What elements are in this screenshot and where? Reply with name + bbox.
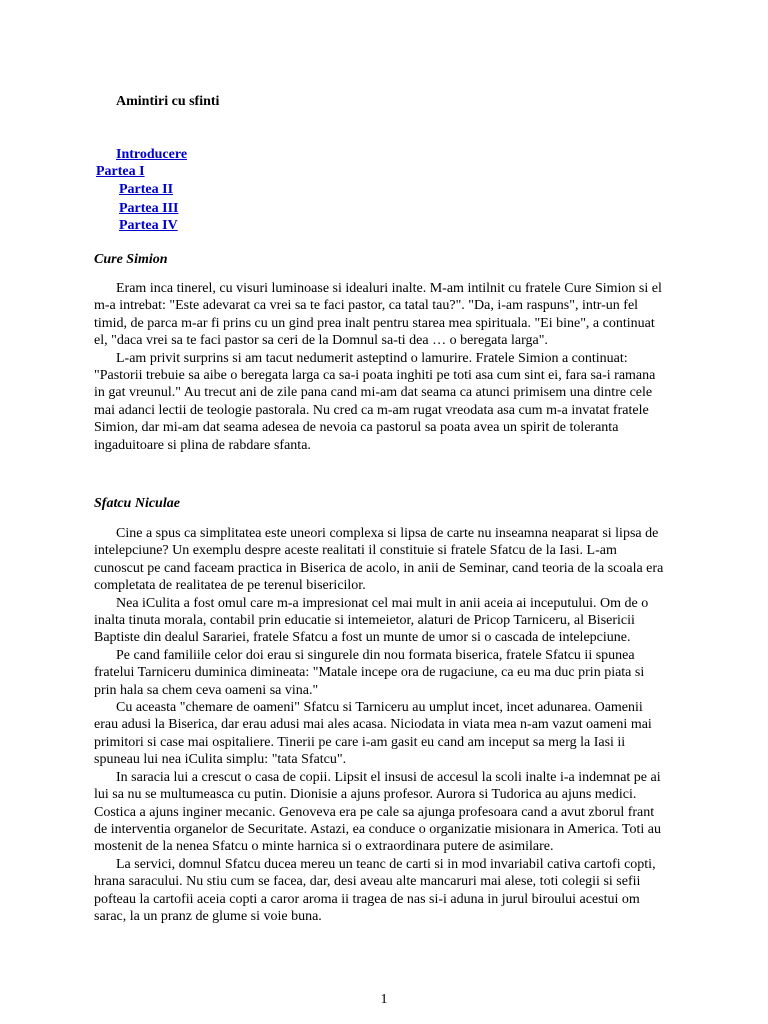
- paragraph: La servici, domnul Sfatcu ducea mereu un teanc de carti si in mod invariabil cativa cartofi copti, hrana saracului. Nu stiu cum se facea, dar, desi aveau alte mancaruri mai alese, toti colegii si sefii pofteau la cartofii aceia copti a caror aroma ii tragea de nas si-i aduna in jurul biroului acestui om sarac, la un pranz de glume si voie buna.: [94, 856, 656, 924]
- paragraph: Pe cand familiile celor doi erau si singurele din nou formata biserica, fratele Sfatcu ii spunea fratelui Tarniceru duminica dimineata: "Matale incepe ora de rugaciune, ca eu ma duc prin piata si prin hala sa chem ceva oameni sa vina.": [94, 647, 645, 698]
- paragraph: Cu aceasta "chemare de oameni" Sfatcu si Tarniceru au umplut incet, incet adunarea. Oamenii erau adusi la Biserica, dar erau adusi mai ales acasa. Niciodata in viata mea n-am vazut oameni mai primitori si case mai ospitaliere. Tinerii pe care i-am gasit eu cand am inceput sa merg la Iasi ii spuneau lui nea iCulita simplu: "tata Sfatcu".: [94, 700, 652, 768]
- section-body-cure-simion: [94, 280, 669, 454]
- toc-link-partea-iv[interactable]: Partea IV: [119, 218, 178, 233]
- paragraph: In saracia lui a crescut o casa de copii. Lipsit el insusi de accesul la scoli inalte i-a indemnat pe ai lui sa nu se multumeasca cu putin. Dionisie a ajuns profesor. Aurora si Tudorica au ajuns medici. Costica a ajuns inginer mecanic. Genoveva era pe cale sa ajunga profesoara cand a avut zborul frant de interventia organelor de Securitate. Astazi, ea conduce o organizatie misionara in America. Toti au mostenit de la nenea Sfatcu o minte harnica si o extraordinara putere de asimilare.: [94, 769, 661, 855]
- document-title: Amintiri cu sfinti: [116, 94, 220, 109]
- toc-link-partea-i[interactable]: Partea I: [96, 164, 145, 179]
- paragraph: Cine a spus ca simplitatea este uneori complexa si lipsa de carte nu inseamna neaparat si lipsa de intelepciune? Un exemplu despre aceste realitati il constituie si fratele Sfatcu de la Iasi. L-am cunoscut pe cand faceam practica in Biserica de acolo, in anii de Seminar, cand teoria de la scoala era completata de realitatea de pe terenul bisericilor.: [94, 526, 664, 594]
- section-heading-sfatcu-niculae: Sfatcu Niculae: [94, 496, 180, 511]
- page-number: 1: [380, 992, 388, 1007]
- section-heading-cure-simion: Cure Simion: [94, 252, 168, 267]
- toc-link-partea-ii[interactable]: Partea II: [119, 182, 174, 197]
- paragraph: Nea iCulita a fost omul care m-a impresionat cel mai mult in anii aceia ai inceputului. Om de o inalta tinuta morala, contabil prin educatie si intemeietor, alaturi de Pricop Tarniceru, al Bisericii Baptiste din dealul Sarariei, fratele Sfatcu a fost un munte de umor si o cascada de intelepciune.: [94, 595, 649, 646]
- paragraph: Eram inca tinerel, cu visuri luminoase si idealuri inalte. M-am intilnit cu fratele Cure Simion si el m-a intrebat: "Este adevarat ca vrei sa te faci pastor, ca tatal tau?". "Da, i-am raspuns", intr-un fel timid, de parca m-ar fi prins cu un gind prea inalt pentru starea mea spirituala. "Ei bine", a continuat el, "daca vrei sa te faci pastor sa ceri de la Domnul sa-ti dea … o beregata larga".: [94, 281, 662, 349]
- toc-link-introducere[interactable]: Introducere: [116, 147, 188, 162]
- toc-link-partea-iii[interactable]: Partea III: [119, 201, 179, 216]
- paragraph: L-am privit surprins si am tacut nedumerit asteptind o lamurire. Fratele Simion a continuat: "Pastorii trebuie sa aibe o beregata larga ca sa-i poata inghiti pe toti asa cum sint ei, fara sa-i ramana in gat vreunul." Au trecut ani de zile pana cand mi-am dat seama ca atunci primisem una dintre cele mai adanci lectii de teologie pastorala. Nu cred ca m-am rugat vreodata asa cum m-a invatat fratele Simion, dar mi-am dat seama adesea de nevoia ca pastorul sa poata avea un spirit de toleranta ingaduitoare si plina de rabdare sfanta.: [94, 350, 656, 453]
- section-body-sfatcu-niculae: [94, 525, 669, 925]
